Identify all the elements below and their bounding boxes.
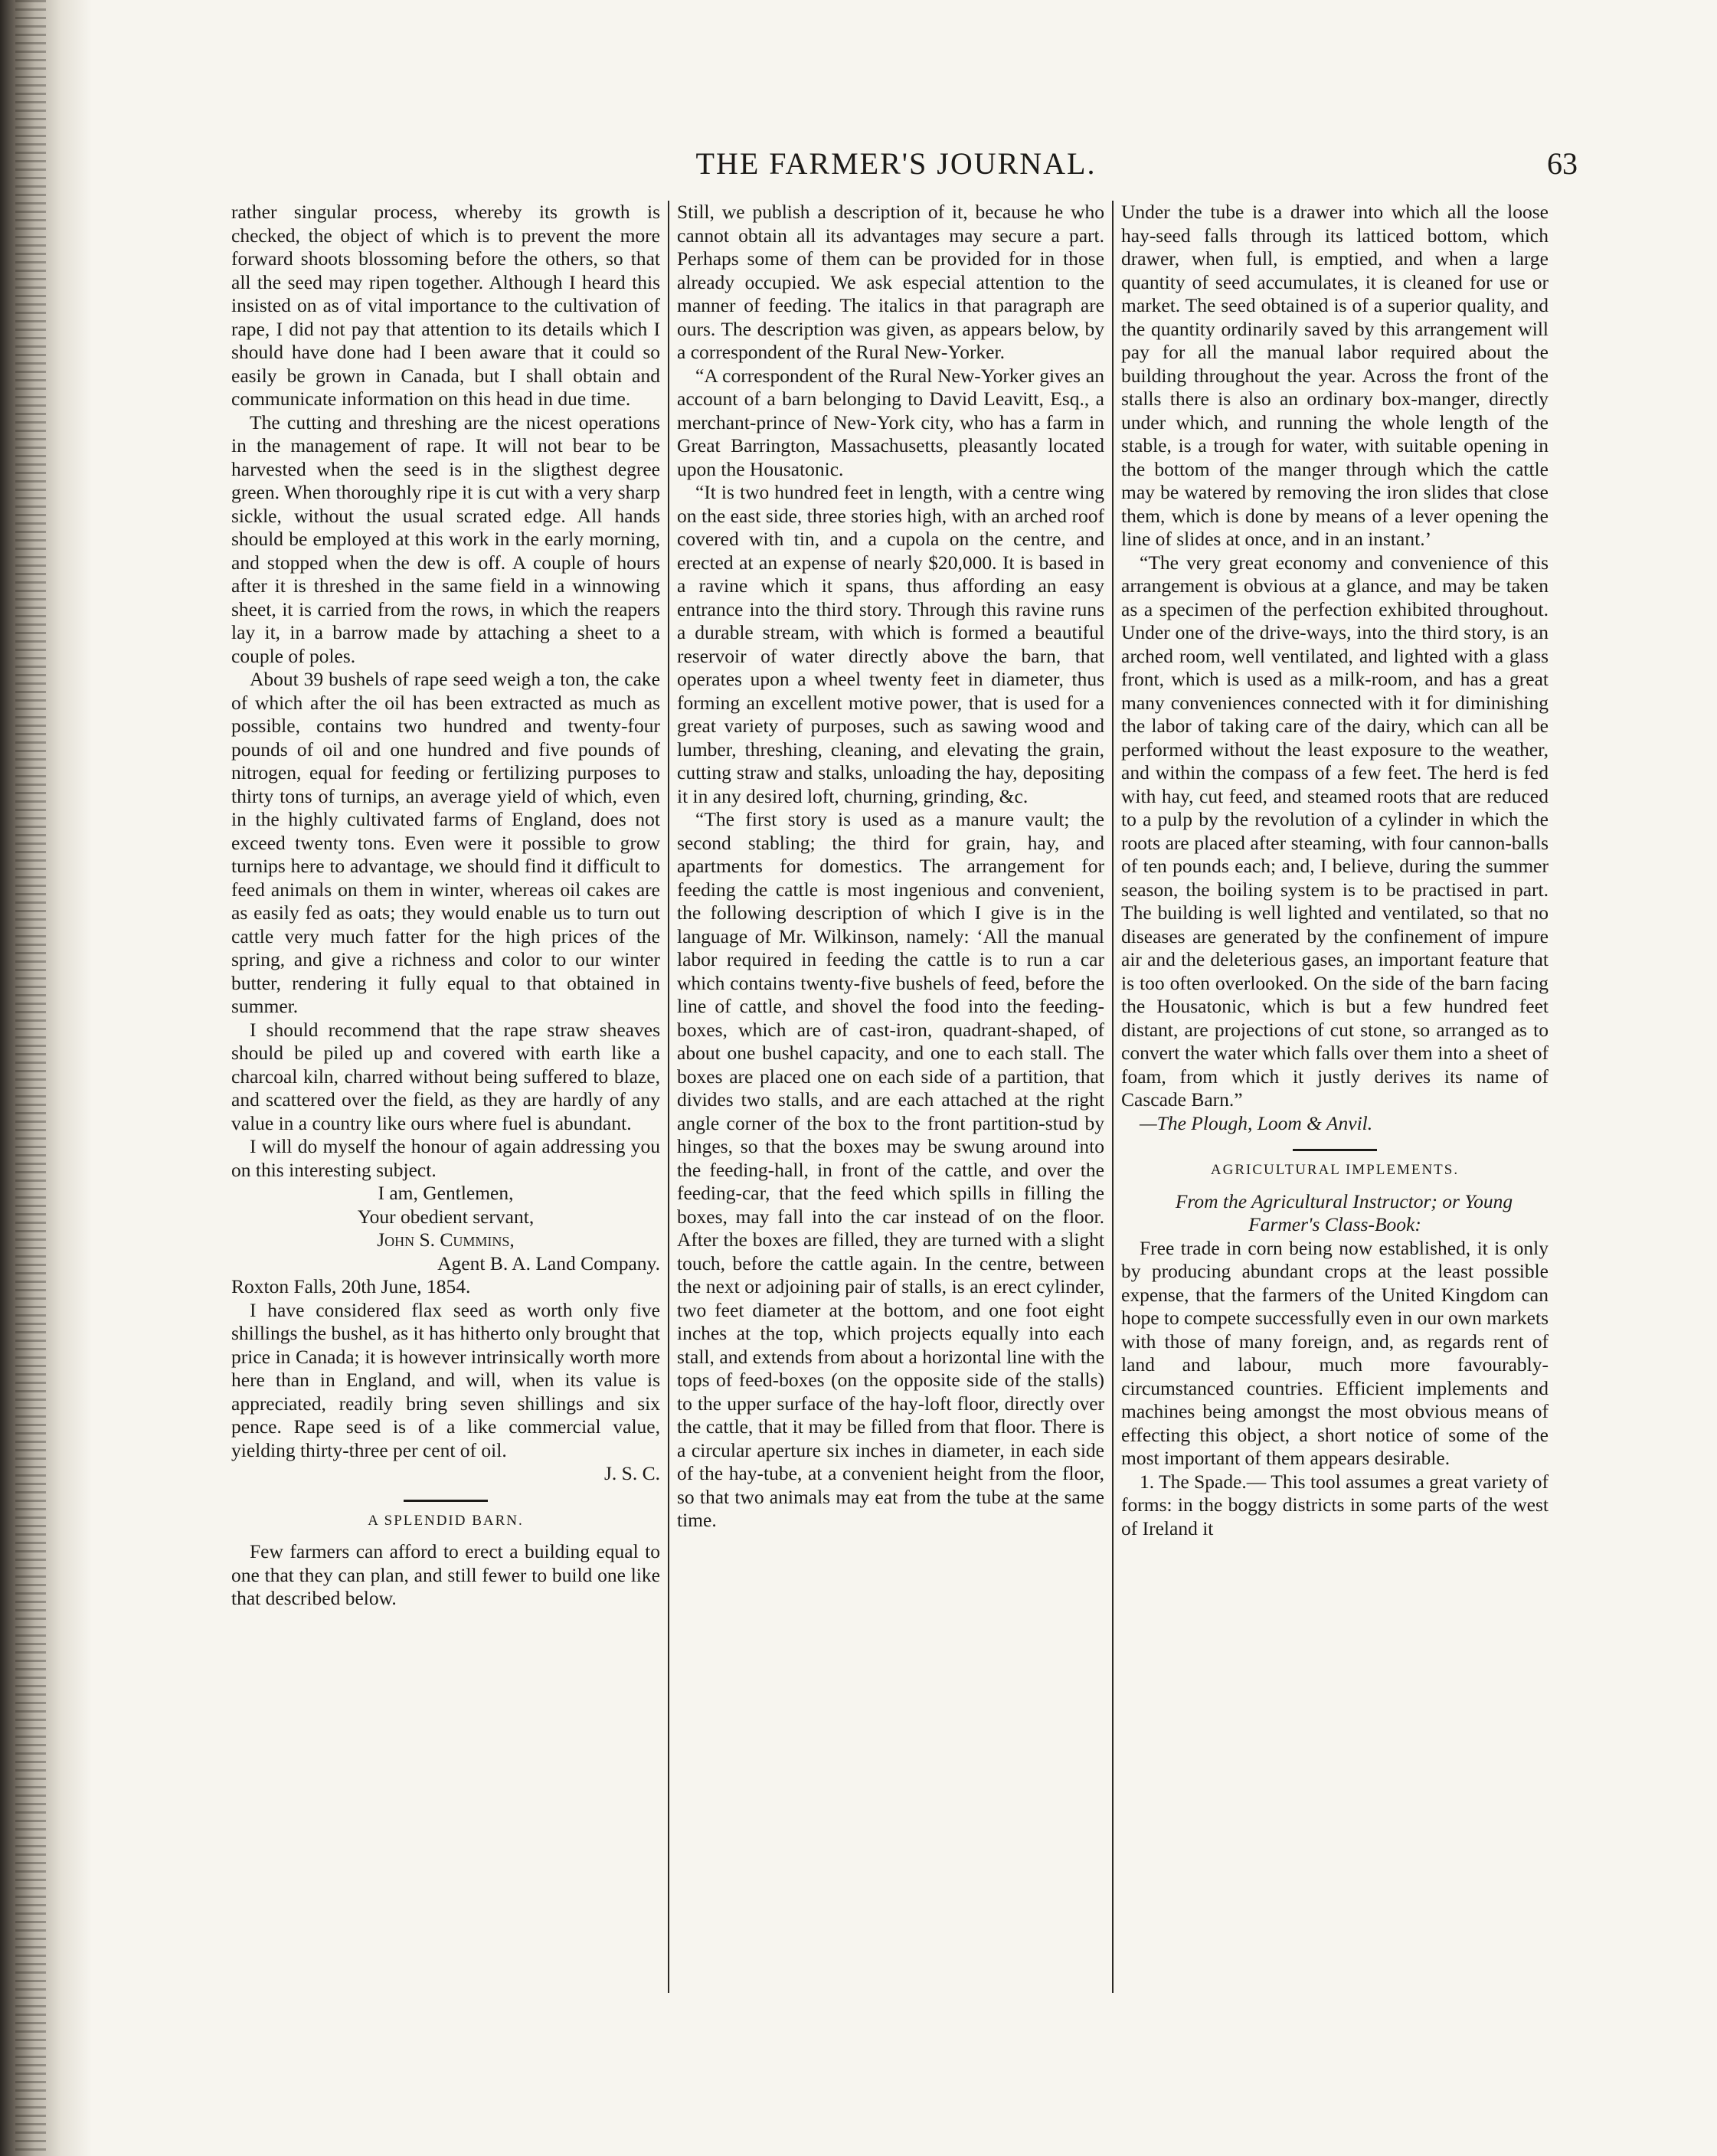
- paragraph: I have considered flax seed as worth only five shillings the bushel, as it has hitherto only brought that price in Canada; it is however intrinsically worth more here than in England, and will, when its value is appreciated, readily bring seven shillings and six pence. Rape seed is of a like commercial value, yielding thirty-three per cent of oil.: [231, 1298, 660, 1461]
- paragraph: I will do myself the honour of again addressing you on this interesting subject.: [231, 1135, 660, 1181]
- article-columns: [224, 201, 1576, 1993]
- paragraph: Few farmers can afford to erect a building equal to one that they can plan, and still fewer to build one like that described below.: [231, 1540, 660, 1609]
- paragraph: About 39 bushels of rape seed weigh a ton, the cake of which after the oil has been extracted as much as possible, contains two hundred and twenty-four pounds of oil and one hundred and five pounds of nitrogen, equal for feeding or fertilizing purposes to thirty tons of turnips, an average yield of which, even in the highly cultivated farms of England, does not exceed twenty tons. Even were it possible to grow turnips here to advantage, we should find it difficult to feed animals on them in winter, whereas oil cakes are as easily fed as oats; they would enable us to turn out cattle very much fatter for the high prices of the spring, and give a richness and color to our winter butter, rendering it fully equal to that obtained in summer.: [231, 668, 660, 1017]
- column-1: [224, 201, 668, 1993]
- paragraph: “A correspondent of the Rural New-Yorker gives an account of a barn belonging to David Leavitt, Esq., a merchant-prince of New-York city, who has a farm in Great Barrington, Massachusetts, pleasantly located upon the Housatonic.: [677, 364, 1104, 480]
- attribution: —The Plough, Loom & Anvil.: [1140, 1111, 1373, 1134]
- letter-closing: I am, Gentlemen,: [378, 1182, 514, 1204]
- column-2: [668, 201, 1112, 1993]
- paragraph: 1. The Spade.— This tool assumes a great variety of forms: in the boggy districts in some parts of the west of Ireland it: [1121, 1470, 1549, 1539]
- paragraph: I should recommend that the rape straw sheaves should be piled up and covered with earth like a charcoal kiln, charred without being suffered to blaze, and scattered over the field, as they are hardly of any value in a country like ours where fuel is abundant.: [231, 1018, 660, 1134]
- running-title: THE FARMER'S JOURNAL.: [695, 146, 1097, 181]
- letter-signature: John S. Cummins,: [377, 1228, 515, 1251]
- page-number: 63: [1547, 146, 1578, 181]
- section-heading: AGRICULTURAL IMPLEMENTS.: [1210, 1162, 1460, 1178]
- book-spine-shadow: [0, 0, 92, 2156]
- place-date: Roxton Falls, 20th June, 1854.: [231, 1275, 471, 1297]
- source-citation: From the Agricultural Instructor; or Young Farmer's Class-Book:: [1175, 1189, 1513, 1235]
- paragraph: Under the tube is a drawer into which all the loose hay-seed falls through its latticed bottom, which drawer, when full, is emptied, and when a large quantity of seed accumulates, it is cleaned for use or market. The seed obtained is of a superior quality, and the quantity ordinarily saved by this arrangement will pay for all the manual labor required about the building throughout the year. Across the front of the stalls there is also an ordinary box-manger, directly under which, and running the whole length of the stable, is a trough for water, with suitable opening in the bottom of the manger through which the cattle may be watered by removing the iron slides that close them, which is done by means of a lever opening the line of slides at once, and in an instant.’: [1121, 201, 1549, 550]
- paragraph: The cutting and threshing are the nicest operations in the management of rape. It will not bear to be harvested when the seed is in the sligthest degree green. When thoroughly ripe it is cut with a very sharp sickle, without the usual scrated edge. All hands should be employed at this work in the early morning, and stopped when the dew is off. A couple of hours after it is threshed in the same field in a winnowing sheet, it is carried from the rows, in which the reapers lay it, in a barrow made by attaching a sheet to a couple of poles.: [231, 411, 660, 667]
- letter-agent: Agent B. A. Land Company.: [437, 1251, 660, 1274]
- section-rule: [404, 1500, 488, 1502]
- author-initials: J. S. C.: [604, 1462, 660, 1484]
- column-3: [1112, 201, 1556, 1993]
- binding-texture: [15, 0, 46, 2156]
- paragraph: “It is two hundred feet in length, with a centre wing on the east side, three stories high, with an arched roof covered with tin, and a cupola on the centre, and erected at an expense of nearly $20,000. It is based in a ravine which it spans, thus affording an easy entrance into the third story. Through this ravine runs a durable stream, with which is formed a beautiful reservoir of water directly above the barn, that operates upon a wheel twenty feet in diameter, thus forming an excellent motive power, that is used for a great variety of purposes, such as sawing wood and lumber, threshing, cleaning, and elevating the grain, cutting straw and stalks, unloading the hay, depositing it in any desired loft, churning, grinding, &c.: [677, 481, 1104, 807]
- section-heading: A SPLENDID BARN.: [368, 1512, 524, 1529]
- paragraph: “The very great economy and convenience of this arrangement is obvious at a glance, and may be taken as a specimen of the perfection exhibited throughout. Under one of the drive-ways, into the third story, is an arched room, well ventilated, and lighted with a glass front, which is used as a milk-room, and has a great many conveniences connected with it for diminishing the labor of taking care of the dairy, which can all be performed without the least exposure to the weather, and within the compass of a few feet. The herd is fed with hay, cut feed, and steamed roots that are reduced to a pulp by the revolution of a cylinder in which the roots are placed after steaming, with four cannon-balls of ten pounds each; and, I believe, during the summer season, the boiling system is to be practised in part. The building is well lighted and ventilated, so that no diseases are generated by the confinement of impure air and the deleterious gases, an important feature that is too often overlooked. On the side of the barn facing the Housatonic, which is but a few hundred feet distant, are projections of cut stone, so arranged as to convert the water which falls over them into a sheet of foam, from which it justly derives its name of Cascade Barn.”: [1121, 551, 1549, 1111]
- page-header: [214, 146, 1578, 191]
- letter-servant: Your obedient servant,: [357, 1205, 535, 1228]
- paragraph: Free trade in corn being now established, it is only by producing abundant crops at the least possible expense, that the farmers of the United Kingdom can hope to compete successfully even in our own markets with those of many foreign, and, as regards rent of land and labour, much more favourably-circumstanced countries. Efficient implements and machines being amongst the most obvious means of effecting this object, a short notice of some of the most important of them appears desirable.: [1121, 1236, 1549, 1469]
- section-rule: [1293, 1149, 1377, 1151]
- paragraph: rather singular process, whereby its growth is checked, the object of which is to prevent the more forward shoots blossoming before the others, so that all the seed may ripen together. Although I heard this insisted on as of vital importance to the cultivation of rape, I did not pay that attention to its details which I should have done had I been aware that it could so easily be grown in Canada, but I shall obtain and communicate information on this head in due time.: [231, 201, 660, 410]
- paragraph: “The first story is used as a manure vault; the second stabling; the third for grain, hay, and apartments for domestics. The arrangement for feeding the cattle is most ingenious and convenient, the following description of which I give is in the language of Mr. Wilkinson, namely: ‘All the manual labor required in feeding the cattle is to run a car which contains twenty-five bushels of feed, before the line of cattle, and shovel the food into the feeding-boxes, which are of cast-iron, quadrant-shaped, of about one bushel capacity, and one to each stall. The boxes are placed one on each side of a partition, that divides two stalls, and are each attached at the right angle corner of the box to the front partition-stud by hinges, so that the boxes may be swung around into the feeding-hall, in front of the cattle, and over the feeding-car, that the feed which spills in filling the boxes, may fall into the car instead of on the floor. After the boxes are filled, they are turned with a slight touch, before the cattle again. In the centre, between the next or adjoining pair of stalls, is an erect cylinder, two feet diameter at the bottom, and one foot eight inches at the top, which projects equally into each stall, and extends from about a horizontal line with the tops of feed-boxes (on the opposite side of the stalls) to the upper surface of the hay-loft floor, directly over the cattle, that it may be filled from that floor. There is a circular aperture six inches in diameter, in each side of the hay-tube, at a convenient height from the floor, so that two animals may eat from the tube at the same time.: [677, 808, 1104, 1531]
- paragraph: Still, we publish a description of it, because he who cannot obtain all its advantages may secure a part. Perhaps some of them can be provided for in those already occupied. We ask especial attention to the manner of feeding. The italics in that paragraph are ours. The description was given, as appears below, by a correspondent of the Rural New-Yorker.: [677, 201, 1104, 363]
